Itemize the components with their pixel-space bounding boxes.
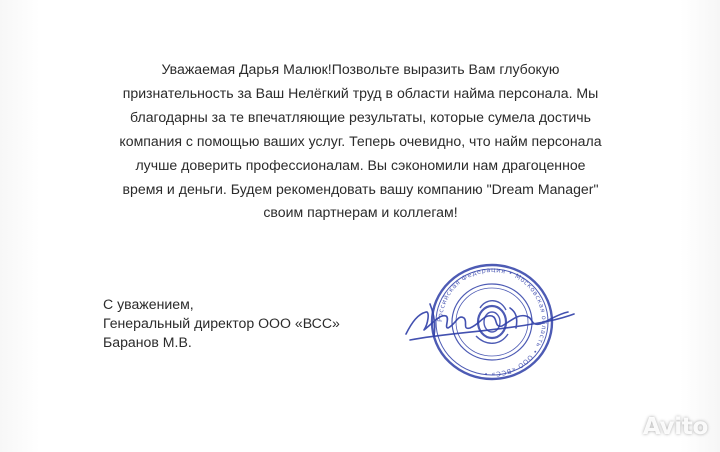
avito-logo-icon — [609, 414, 639, 440]
body-line: лучше доверить профессионалам. Вы сэкономили нам драгоценное — [135, 156, 586, 173]
watermark-text: Avito — [642, 414, 708, 440]
signer-position: Генеральный директор ООО «ВСС» — [103, 315, 340, 331]
body-line: признательность за Ваш Нелёгкий труд в области найма персонала. Мы — [122, 84, 599, 101]
body-line: компания с помощью ваших услуг. Теперь очевидно, что найм персонала — [119, 132, 602, 149]
body-line: своим партнерам и коллегам! — [263, 204, 458, 221]
avito-watermark — [609, 414, 708, 440]
body-line: благодарны за те впечатляющие результаты, которые сумела достичь — [130, 108, 591, 125]
body-line: Уважаемая Дарья Малюк!Позвольте выразить Вам глубокую — [161, 61, 560, 77]
closing-regards: С уважением, — [103, 296, 194, 312]
signer-name: Баранов М.В. — [103, 334, 192, 350]
stamp-ring-text: Российская Федерация • Московская область • ООО «ВСС» • — [435, 265, 549, 379]
letter-body — [118, 58, 603, 225]
letter-closing — [103, 295, 340, 352]
handwritten-signature — [400, 284, 580, 354]
body-line: время и деньги. Будем рекомендовать вашу компанию "Dream Manager" — [122, 180, 599, 197]
